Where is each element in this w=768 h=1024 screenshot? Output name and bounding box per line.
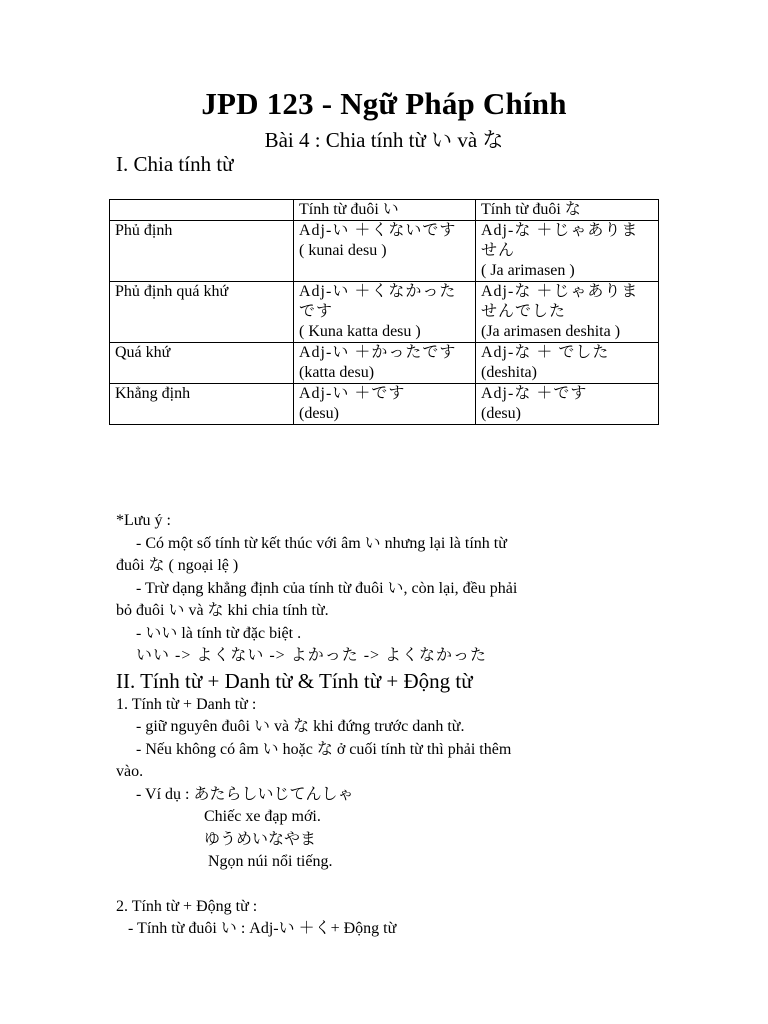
example-translation: Ngọn núi nổi tiếng. (208, 853, 333, 870)
note-line: いい -> よくない -> よかった -> よくなかった (136, 647, 488, 664)
i-form: Adj-い ＋です (299, 385, 406, 402)
i-form: Adj-い ＋くなかったです (299, 283, 457, 320)
i-adjective-cell (294, 384, 476, 425)
subsection-heading: 1. Tính từ + Danh từ : (116, 695, 257, 713)
table-header-row (110, 200, 659, 221)
row-label: Quá khứ (110, 343, 294, 384)
na-adjective-cell (476, 282, 659, 343)
rule-line: vào. (116, 763, 144, 780)
subsection-heading: 2. Tính từ + Động từ : (116, 897, 258, 915)
i-romaji: ( Kuna katta desu ) (299, 323, 421, 340)
i-adjective-cell (294, 221, 476, 282)
na-romaji: (desu) (481, 405, 521, 422)
na-form: Adj-な ＋じゃありません (481, 222, 639, 259)
table-row (110, 282, 659, 343)
table-row (110, 384, 659, 425)
note-line: đuôi な ( ngoại lệ ) (116, 557, 239, 574)
i-romaji: (katta desu) (299, 364, 375, 381)
rule-line: - Tính từ đuôi い : Adj-い ＋く+ Động từ (128, 920, 397, 937)
section-2-heading: II. Tính từ + Danh từ & Tính từ + Động từ (116, 668, 473, 693)
lesson-subtitle: Bài 4 : Chia tính từ い và な (264, 128, 504, 152)
example-translation: Chiếc xe đạp mới. (204, 808, 321, 825)
document-title: JPD 123 - Ngữ Pháp Chính (201, 86, 567, 121)
table-row (110, 343, 659, 384)
rule-line: - Nếu không có âm い hoặc な ở cuối tính từ thì phải thêm (136, 740, 512, 758)
row-label: Phủ định (110, 221, 294, 282)
i-form: Adj-い ＋かったです (299, 344, 457, 361)
na-form: Adj-な ＋じゃありませんでした (481, 283, 639, 320)
i-romaji: (desu) (299, 405, 339, 422)
na-form: Adj-な ＋ でした (481, 344, 610, 361)
section-1-heading: I. Chia tính từ (116, 152, 234, 176)
i-adjective-cell (294, 343, 476, 384)
spacer (116, 874, 641, 896)
example-line: - Ví dụ : あたらしいじてんしゃ (136, 785, 354, 803)
na-romaji: ( Ja arimasen ) (481, 262, 575, 279)
note-line: - Trừ dạng khẳng định của tính từ đuôi い, còn lại, đều phải (136, 579, 518, 597)
i-adjective-cell (294, 282, 476, 343)
na-romaji: (Ja arimasen deshita ) (481, 323, 621, 340)
notes-heading: *Lưu ý : (116, 512, 171, 529)
notes-block (116, 510, 641, 941)
row-label: Phủ định quá khứ (110, 282, 294, 343)
table-header-cell (110, 200, 294, 221)
table-header-cell: Tính từ đuôi な (476, 200, 659, 221)
note-line: - Có một số tính từ kết thúc với âm い nhưng lại là tính từ (136, 534, 507, 552)
row-label: Khẳng định (110, 384, 294, 425)
table-header-cell: Tính từ đuôi い (294, 200, 476, 221)
i-form: Adj-い ＋くないです (299, 222, 457, 239)
note-line: - いい là tính từ đặc biệt . (136, 624, 302, 642)
i-romaji: ( kunai desu ) (299, 242, 387, 259)
conjugation-table (109, 199, 659, 425)
na-adjective-cell (476, 221, 659, 282)
note-line: bỏ đuôi い và な khi chia tính từ. (116, 602, 329, 619)
na-adjective-cell (476, 384, 659, 425)
rule-line: - giữ nguyên đuôi い và な khi đứng trước danh từ. (136, 718, 465, 735)
na-form: Adj-な ＋です (481, 385, 588, 402)
na-romaji: (deshita) (481, 364, 537, 381)
na-adjective-cell (476, 343, 659, 384)
example-japanese: ゆうめいなやま (204, 830, 317, 848)
table-row (110, 221, 659, 282)
